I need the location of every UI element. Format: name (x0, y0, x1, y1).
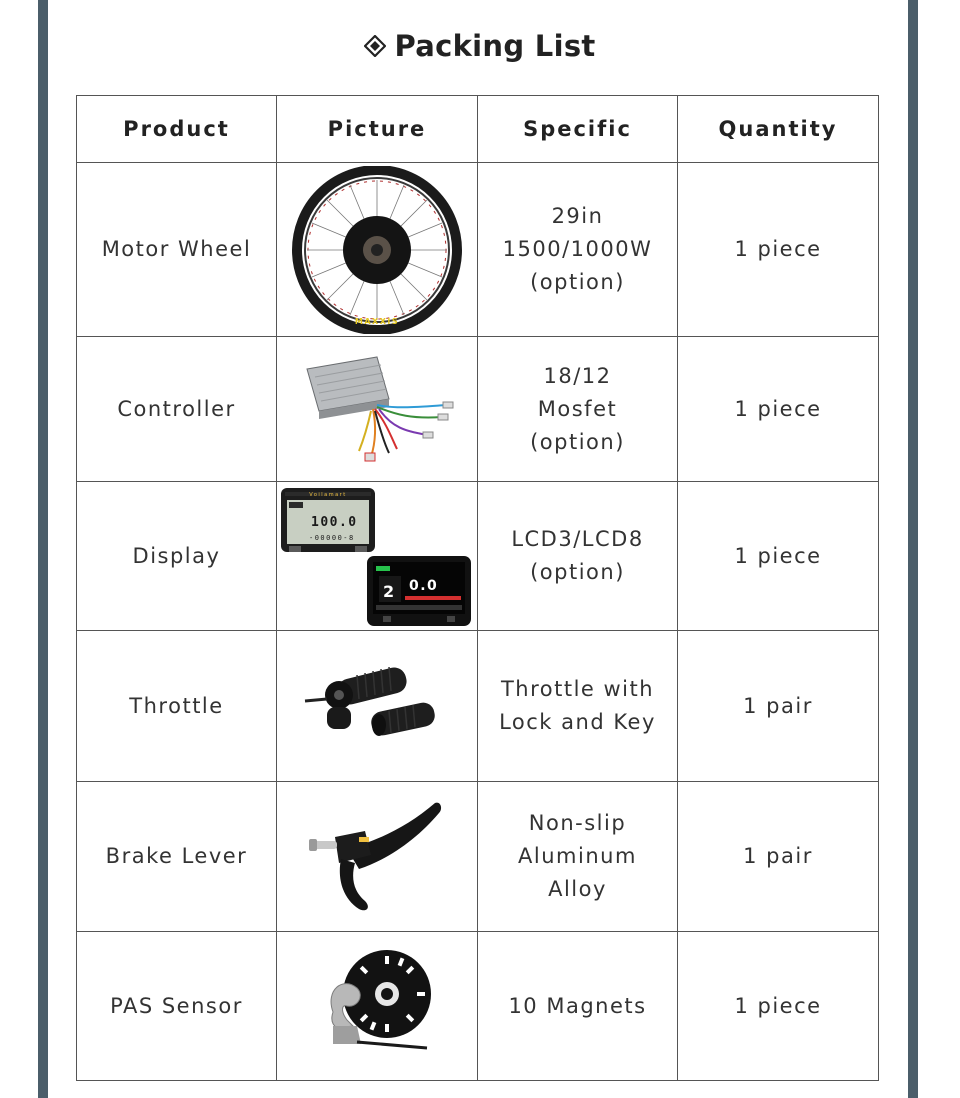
table-row (77, 482, 879, 631)
lcd-display-image (277, 484, 477, 628)
display-brand-label: Voilamart (309, 492, 347, 498)
product-spec: Non-slip Aluminum Alloy (518, 811, 637, 901)
pas-sensor-image (277, 946, 477, 1066)
table-row (77, 932, 879, 1081)
table-row (77, 631, 879, 782)
header-quantity: Quantity (678, 96, 879, 163)
product-quantity: 1 piece (734, 543, 822, 568)
page-title (0, 26, 960, 66)
lcd8-speed-readout: 0.0 (409, 578, 439, 594)
product-spec: Throttle with Lock and Key (499, 677, 656, 734)
tire-brand-label: MAXXIS (354, 316, 400, 326)
throttle-image (277, 661, 477, 751)
brake-lever-image (277, 797, 477, 917)
product-spec: 29in 1500/1000W (option) (502, 204, 653, 294)
product-quantity: 1 pair (743, 693, 813, 718)
table-header-row (77, 96, 879, 163)
table-row (77, 163, 879, 337)
product-quantity: 1 pair (743, 844, 813, 868)
product-quantity: 1 piece (734, 396, 822, 421)
lcd3-speed-readout: 100.0 (311, 515, 358, 530)
diamond-icon (364, 35, 386, 57)
product-quantity: 1 piece (734, 237, 822, 261)
header-picture: Picture (277, 96, 478, 163)
right-frame-bar (908, 0, 918, 1098)
product-name: Brake Lever (105, 844, 248, 868)
header-product: Product (77, 96, 277, 163)
product-spec: 10 Magnets (508, 993, 647, 1018)
product-spec: 18/12 Mosfet (option) (530, 363, 625, 454)
motor-wheel-image (277, 166, 477, 334)
table-row (77, 782, 879, 932)
product-name: Controller (117, 396, 236, 421)
product-name: Display (132, 543, 221, 568)
lcd8-assist-level: 2 (383, 582, 396, 601)
header-specific: Specific (478, 96, 678, 163)
left-frame-bar (38, 0, 48, 1098)
product-spec: LCD3/LCD8 (option) (511, 527, 644, 584)
product-name: Throttle (129, 693, 224, 718)
product-quantity: 1 piece (734, 993, 822, 1018)
product-name: Motor Wheel (101, 237, 252, 261)
lcd3-odometer: -00000-8 (309, 534, 355, 542)
product-name: PAS Sensor (110, 993, 243, 1018)
controller-image (277, 349, 477, 469)
packing-list-table (76, 95, 879, 1081)
table-row (77, 337, 879, 482)
title-text: Packing List (394, 29, 596, 63)
